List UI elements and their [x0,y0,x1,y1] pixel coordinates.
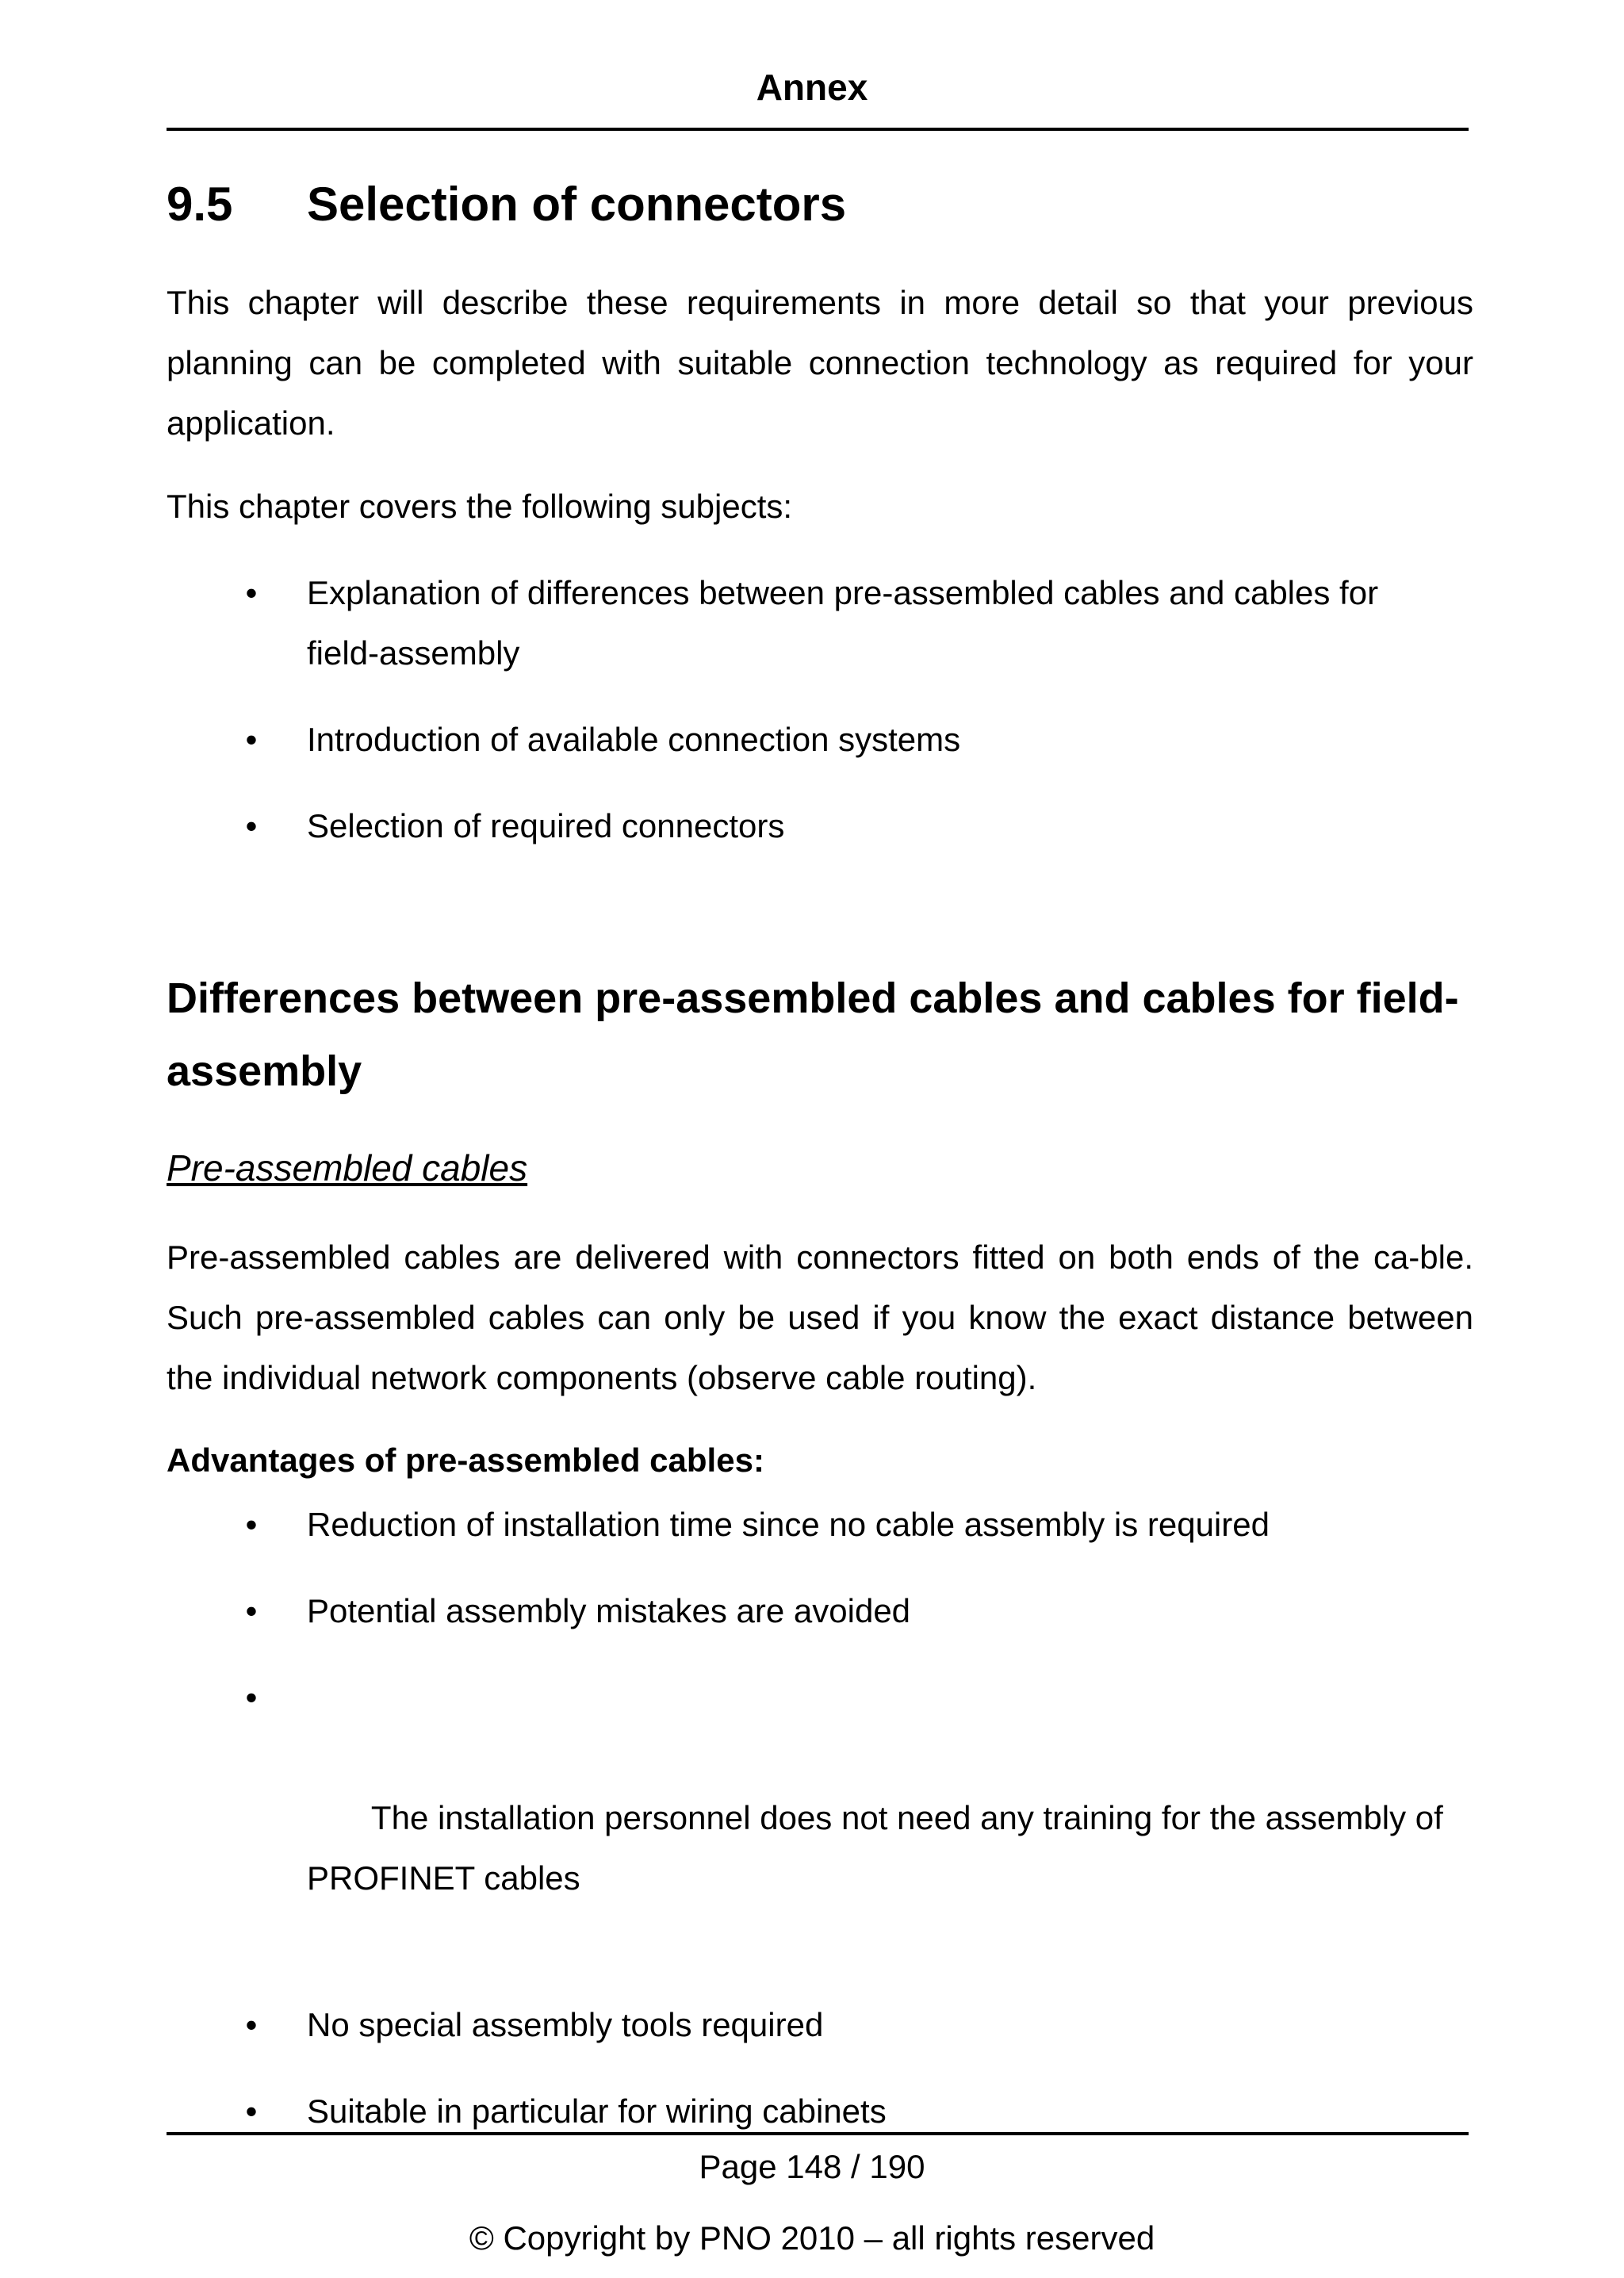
advantages-list [167,1495,1475,2168]
bullet-icon: • [245,1679,258,1716]
list-item-text: The installation personnel does not need any training for the assembly of PROFINET cables [307,1799,1453,1897]
list-item [167,796,1475,856]
intro-paragraph: This chapter will describe these requirements in more detail so that your previous planning can be completed with suitable connection technology as required for your application. [167,284,1473,442]
list-item-text: Suitable in particular for wiring cabinets [307,2092,887,2130]
section-title: Selection of connectors [307,178,847,231]
bullet-icon: • [245,807,258,844]
bullet-icon: • [245,574,258,611]
pre-assembled-heading: Pre-assembled cables [167,1147,528,1189]
list-item-text: Introduction of available connection systems [307,721,961,758]
pre-assembled-paragraph: Pre-assembled cables are delivered with connectors fitted on both ends of the ca-ble. Such pre-assembled cables can only be used if you know the exact distance between the individual network components (observe cable routing). [167,1239,1473,1396]
advantages-label: Advantages of pre-assembled cables: [167,1441,764,1479]
list-item [167,1495,1475,1555]
list-item-text: No special assembly tools required [307,2006,824,2043]
section-heading [167,173,846,236]
list-item-text: Reduction of installation time since no cable assembly is required [307,1506,1270,1543]
list-item [167,1995,1475,2055]
bullet-icon: • [245,1506,258,1543]
bullet-icon: • [245,2006,258,2043]
subjects-list [167,563,1475,882]
list-item [167,563,1475,683]
list-item [167,710,1475,770]
page-number: Page 148 / 190 [699,2148,925,2185]
subjects-intro: This chapter covers the following subjects: [167,488,793,525]
page-header-title: Annex [756,67,868,108]
section-number: 9.5 [167,178,233,231]
bullet-icon: • [245,721,258,758]
list-item-text: Potential assembly mistakes are avoided [307,1592,911,1629]
differences-heading: Differences between pre-assembled cables and cables for field-assembly [167,974,1459,1095]
list-item [167,1581,1475,1641]
list-item-text: Selection of required connectors [307,807,785,844]
list-item [167,1667,1475,1969]
header-divider [167,128,1469,131]
list-item-text: Explanation of differences between pre-assembled cables and cables for field-assembly [307,574,1379,672]
bullet-icon: • [245,1592,258,1629]
bullet-icon: • [245,2092,258,2130]
footer-divider [167,2132,1469,2135]
copyright-notice: © Copyright by PNO 2010 – all rights reserved [469,2219,1155,2257]
